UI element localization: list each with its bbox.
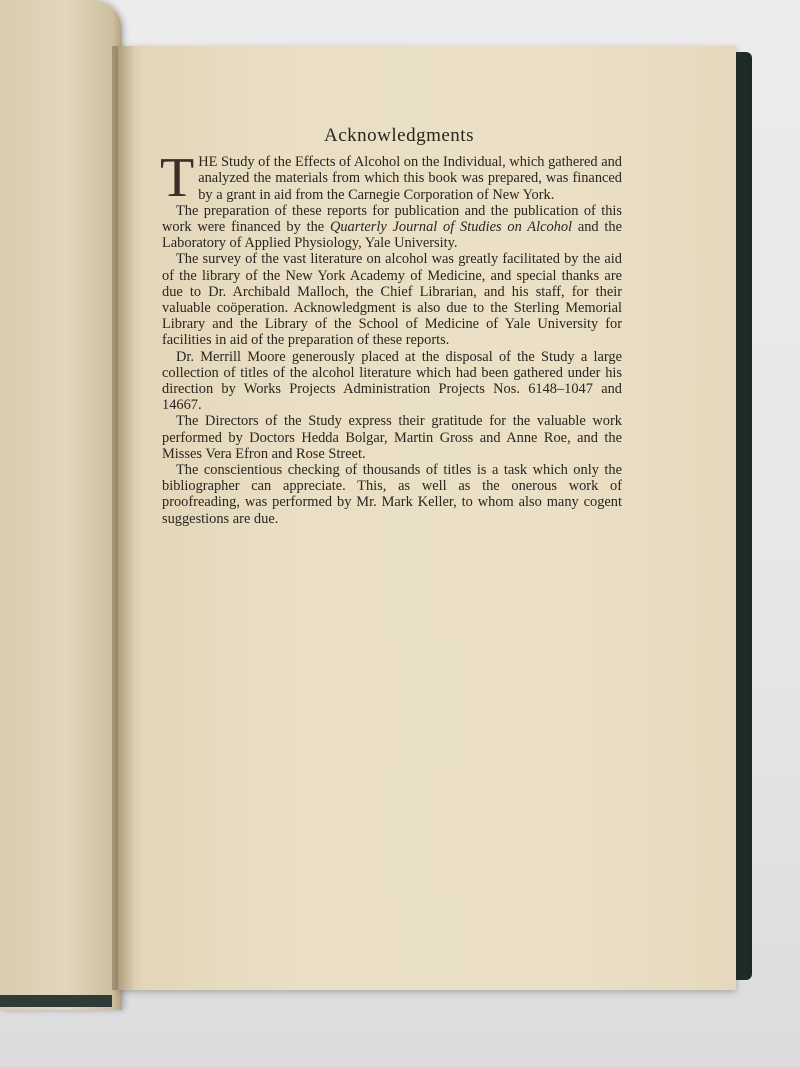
left-cover-edge bbox=[0, 995, 112, 1007]
paragraph-1-text: HE Study of the Effects of Alcohol on the Individual, which gathered and analyzed the materials from which this book was prepared, was financed by a grant in aid from the Carnegie Corporation of New York. bbox=[198, 154, 622, 203]
facing-left-page bbox=[0, 0, 122, 1010]
paragraph-5: The Directors of the Study express their gratitude for the valuable work performed by Doctors Hedda Bolgar, Martin Gross and Anne Roe, and the Misses Vera Efron and Rose Street. bbox=[162, 413, 622, 462]
page-title: Acknowledgments bbox=[324, 125, 474, 146]
paragraph-3: The survey of the vast literature on alcohol was greatly facilitated by the aid of the library of the New York Academy of Medicine, and special thanks are due to Dr. Archibald Malloch, the Chief Librarian, and his staff, for their valuable coöperation. Acknowledgment is also due to the Sterling Memorial Library and the Library of the School of Medicine of Yale University for facilities in aid of the preparation of these reports. bbox=[162, 251, 622, 349]
paragraph-2 bbox=[162, 203, 622, 252]
paragraph-4: Dr. Merrill Moore generously placed at the disposal of the Study a large collection of titles of the alcohol literature which had been gathered under his direction by Works Projects Administration Projects Nos. 6148–1047 and 14667. bbox=[162, 348, 622, 414]
gutter-shadow bbox=[112, 46, 134, 990]
paragraph-2-text-after: and the Laboratory of Applied Physiology, Yale University. bbox=[162, 219, 622, 252]
page-text-block bbox=[160, 125, 622, 527]
drop-cap-letter: T bbox=[160, 147, 195, 210]
journal-title-italic: Quarterly Journal of Studies on Alcohol bbox=[329, 219, 573, 236]
paragraph-6: The conscientious checking of thousands of titles is a task which only the bibliographer can appreciate. This, as well as the onerous work of proofreading, was performed by Mr. Mark Keller, to whom also many cogent suggestions are due. bbox=[162, 462, 622, 527]
paragraph-2-text-before: The preparation of these reports for publication and the publication of this work were financed by the bbox=[162, 202, 622, 236]
paragraph-1 bbox=[160, 147, 622, 210]
